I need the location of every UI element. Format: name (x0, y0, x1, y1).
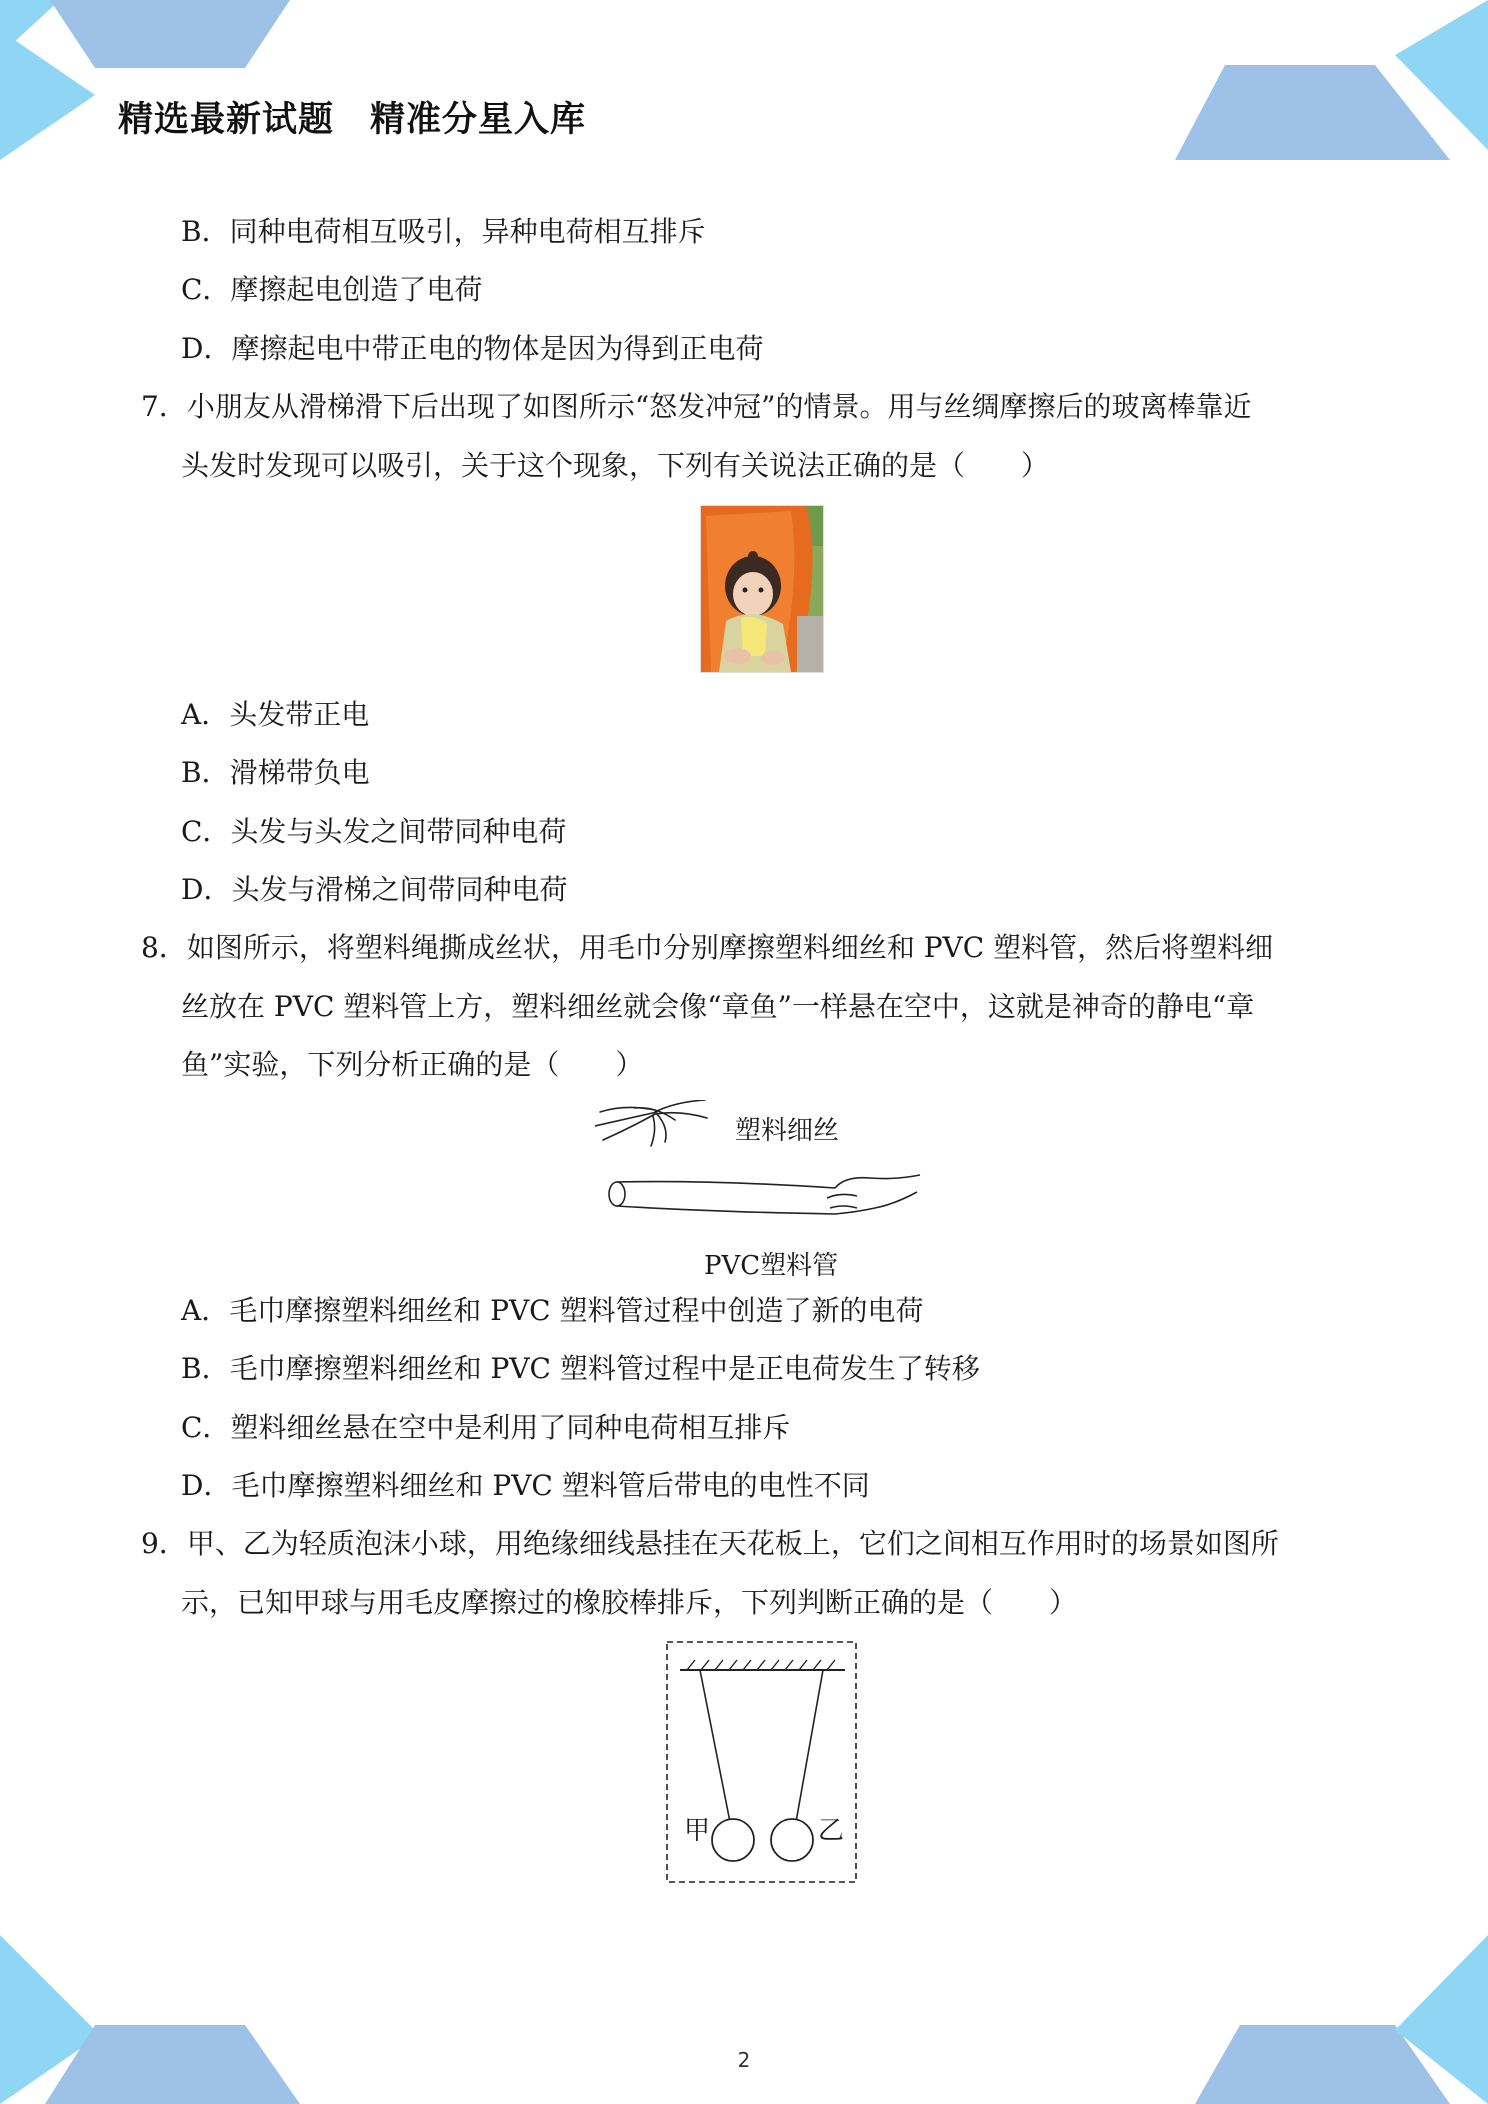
q8-label-pvc-pipe: PVC塑料管 (704, 1251, 839, 1281)
q9-label-yi: 乙 (818, 1816, 845, 1846)
ceiling-hatch (687, 1660, 835, 1670)
q8-option-a: A．毛巾摩擦塑料细丝和 PVC 塑料管过程中创造了新的电荷 (181, 1294, 924, 1327)
q7-option-a: A．头发带正电 (181, 698, 370, 731)
page-number: 2 (737, 2048, 751, 2072)
q7-option-d: D．头发与滑梯之间带同种电荷 (181, 873, 568, 906)
q7-option-c: C．头发与头发之间带同种电荷 (181, 815, 567, 848)
q7-option-b: B．滑梯带负电 (181, 756, 370, 789)
q8-option-d: D．毛巾摩擦塑料细丝和 PVC 塑料管后带电的电性不同 (181, 1469, 870, 1502)
ball-yi (771, 1819, 813, 1861)
q6-option-d: D．摩擦起电中带正电的物体是因为得到正电荷 (181, 332, 764, 365)
pvc-pipe-and-hand-drawing (609, 1175, 920, 1214)
q8-stem-line-1: 8．如图所示，将塑料绳撕成丝状，用毛巾分别摩擦塑料细丝和 PVC 塑料管，然后将塑料细 (141, 931, 1274, 964)
ball-jia (712, 1819, 754, 1861)
q8-option-b: B．毛巾摩擦塑料细丝和 PVC 塑料管过程中是正电荷发生了转移 (181, 1352, 980, 1385)
q8-option-c: C．塑料细丝悬在空中是利用了同种电荷相互排斥 (181, 1411, 791, 1444)
q9-stem-line-1: 9．甲、乙为轻质泡沫小球，用绝缘细线悬挂在天花板上，它们之间相互作用时的场景如图所 (141, 1527, 1279, 1560)
q9-figure-hanging-balls (665, 1640, 860, 1885)
q9-stem-line-2: 示，已知甲球与用毛皮摩擦过的橡胶棒排斥，下列判断正确的是（ ） (181, 1586, 1078, 1619)
q6-option-b: B．同种电荷相互吸引，异种电荷相互排斥 (181, 215, 706, 248)
q7-photo-child-on-slide (700, 505, 824, 673)
thread-left (700, 1670, 730, 1822)
thread-right (796, 1670, 823, 1822)
q8-stem-line-2: 丝放在 PVC 塑料管上方，塑料细丝就会像“章鱼”一样悬在空中，这就是神奇的静电“章 (181, 990, 1255, 1023)
deco-top-right-trapezoid (1175, 65, 1450, 160)
deco-top-left-trapezoid (50, 0, 290, 68)
q8-stem-line-3: 鱼”实验，下列分析正确的是（ ） (181, 1048, 644, 1081)
q6-option-c: C．摩擦起电创造了电荷 (181, 273, 483, 306)
q7-stem-line-2: 头发时发现可以吸引，关于这个现象，下列有关说法正确的是（ ） (181, 449, 1050, 482)
q7-stem-line-1: 7．小朋友从滑梯滑下后出现了如图所示“怒发冲冠”的情景。用与丝绸摩擦后的玻离棒靠近 (141, 390, 1252, 423)
header-title: 精选最新试题 精准分星入库 (118, 100, 587, 140)
plastic-strands-drawing (595, 1100, 707, 1146)
q8-label-plastic-strands: 塑料细丝 (735, 1116, 840, 1146)
deco-top-left-triangle (0, 30, 95, 160)
q9-label-jia: 甲 (684, 1816, 711, 1846)
